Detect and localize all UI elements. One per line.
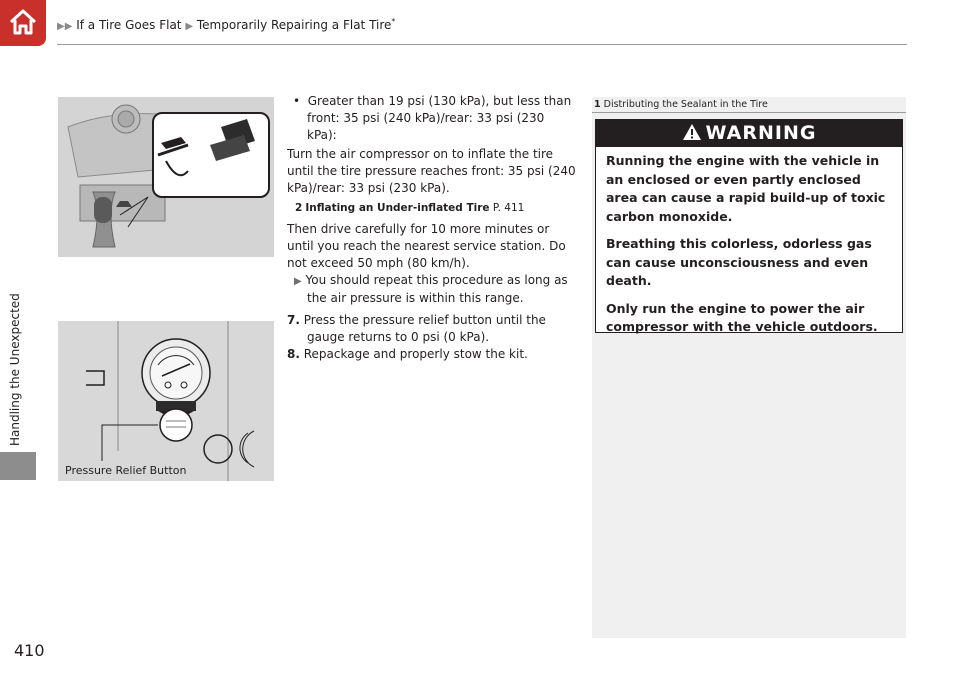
home-button[interactable] bbox=[0, 0, 46, 46]
breadcrumb bbox=[57, 17, 395, 35]
panel-heading: 1 Distributing the Sealant in the Tire bbox=[594, 99, 768, 110]
figure-power-socket bbox=[58, 97, 274, 257]
side-note-panel bbox=[592, 97, 906, 638]
pressure-relief-caption: Pressure Relief Button bbox=[65, 464, 187, 477]
warning-header: WARNING bbox=[596, 120, 902, 147]
note-item: ▶ You should repeat this procedure as long as the air pressure is within this range. bbox=[294, 273, 568, 305]
breadcrumb-link-flat-tire[interactable]: If a Tire Goes Flat bbox=[76, 18, 182, 32]
instruction-text bbox=[287, 93, 577, 363]
panel-divider bbox=[592, 112, 906, 113]
header-divider bbox=[57, 44, 907, 45]
warning-paragraph: Running the engine with the vehicle in an enclosed or even partly enclosed area can cause a rapid build-up of toxic carbon monoxide. bbox=[606, 153, 886, 224]
chapter-tab[interactable] bbox=[0, 452, 36, 480]
breadcrumb-link-repairing[interactable]: Temporarily Repairing a Flat Tire bbox=[196, 18, 392, 32]
warning-triangle-icon bbox=[682, 123, 702, 141]
home-icon bbox=[7, 6, 39, 38]
warning-body bbox=[596, 147, 902, 337]
step-8: 8. Repackage and properly stow the kit. bbox=[287, 347, 528, 361]
note-triangle-icon: ▶ bbox=[294, 276, 302, 287]
warning-paragraph: Only run the engine to power the air compressor with the vehicle outdoors. bbox=[606, 300, 878, 334]
breadcrumb-arrow-icon: ▶▶ bbox=[57, 21, 73, 32]
chapter-label: Handling the Unexpected bbox=[8, 293, 22, 446]
breadcrumb-asterisk: * bbox=[391, 17, 396, 26]
page-number: 410 bbox=[14, 641, 45, 660]
pressure-gauge-illustration bbox=[58, 321, 274, 481]
paragraph-inflate: Turn the air compressor on to inflate the tire until the tire pressure reaches front: 35 psi (240 kPa)/rear: 33 psi (230 kPa). bbox=[287, 147, 576, 195]
paragraph-drive: Then drive carefully for 10 more minutes or until you reach the nearest service station. Do not exceed 50 mph (80 km/h). bbox=[287, 222, 566, 270]
step-7: 7. Press the pressure relief button until the gauge returns to 0 psi (0 kPa). bbox=[287, 313, 546, 344]
power-socket-illustration bbox=[58, 97, 274, 257]
figure-pressure-relief bbox=[58, 321, 274, 481]
cross-reference[interactable]: 2 Inflating an Under-inflated Tire P. 411 bbox=[295, 202, 525, 214]
bullet-item: • Greater than 19 psi (130 kPa), but less than front: 35 psi (240 kPa)/rear: 33 psi (230 kPa): bbox=[293, 94, 572, 142]
warning-paragraph: Breathing this colorless, odorless gas can cause unconsciousness and even death. bbox=[606, 236, 872, 288]
warning-box bbox=[595, 119, 903, 333]
breadcrumb-arrow-icon: ▶ bbox=[185, 21, 194, 32]
reference-icon: 2 bbox=[295, 202, 303, 214]
